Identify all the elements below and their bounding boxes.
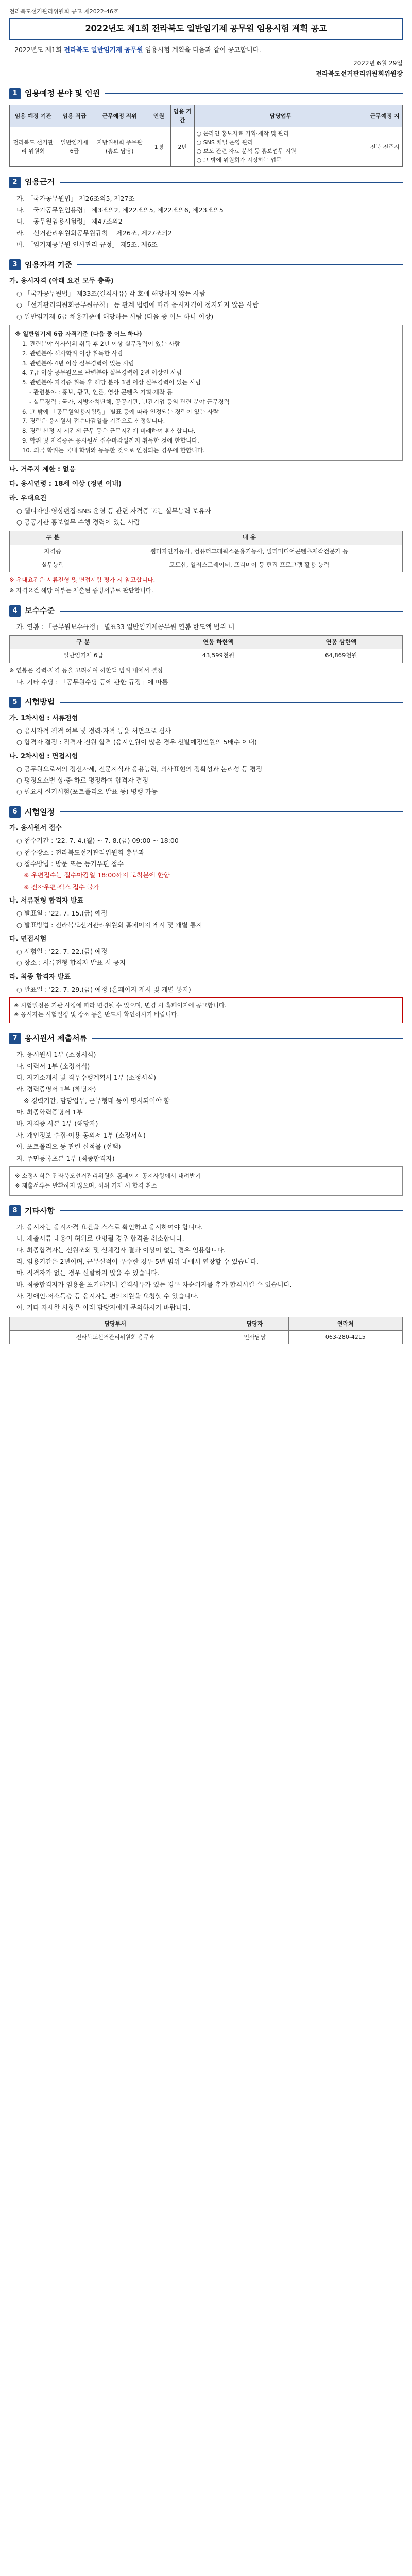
document-line: 자. 주민등록초본 1부 (최종합격자)	[16, 1154, 115, 1162]
basis-line: 가. 「국가공무원법」 제26조의5, 제27조	[16, 194, 135, 202]
box-line: 5. 관련분야 자격증 취득 후 해당 분야 3년 이상 실무경력이 있는 사람	[22, 379, 201, 386]
document-line: 다. 자기소개서 및 직무수행계획서 1부 (소정서식)	[16, 1073, 156, 1081]
section-8-header	[9, 1205, 403, 1217]
note-line: ※ 시험일정은 기관 사정에 따라 변경될 수 있으며, 변경 시 홈페이지에 공고합니다.	[14, 1002, 227, 1009]
box-line: 4. 7급 이상 공무원으로 관련분야 실무경력이 2년 이상인 사람	[22, 369, 182, 377]
cell-duties	[194, 127, 367, 167]
section-1-header	[9, 88, 403, 99]
section-title: 임용자격 기준	[25, 260, 73, 269]
header-content: 내 용	[96, 531, 402, 545]
section-title: 시험일정	[25, 807, 55, 817]
method-line: 가. 1차시험 : 서류전형	[9, 714, 78, 722]
box-line: - 관련분야 : 홍보, 광고, 언론, 영상 콘텐츠 기획·제작 등	[29, 388, 173, 396]
header-position: 근무예정 직위	[92, 105, 147, 127]
contact-table	[9, 1317, 403, 1344]
note-line: ※ 소정서식은 전라북도선거관리위원회 홈페이지 공지사항에서 내려받기	[15, 1172, 201, 1179]
duty-item: ○ SNS 채널 운영 관리	[196, 139, 253, 146]
pref-line: ○ 웹디자인·영상편집·SNS 운영 등 관련 자격증 또는 실무능력 보유자	[16, 507, 211, 515]
table-row	[10, 649, 403, 663]
schedule-line: ○ 발표방법 : 전라북도선거관리위원회 홈페이지 게시 및 개별 통지	[16, 921, 202, 929]
qual-d-title: 라. 우대요건	[9, 494, 47, 502]
section-number: 8	[9, 1205, 21, 1216]
title-box	[9, 18, 403, 40]
misc-line: 라. 임용기간은 2년이며, 근무실적이 우수한 경우 5년 범위 내에서 연장할 수 있습니다.	[16, 1257, 259, 1265]
method-line: ○ 평정요소별 상·중·하로 평정하여 합격자 결정	[16, 776, 149, 785]
cell-period: 2년	[170, 127, 194, 167]
table-cell: 일반임기제 6급	[10, 649, 157, 663]
table-row	[10, 558, 403, 572]
section-title: 시험방법	[25, 697, 55, 707]
duty-item: ○ 온라인 홍보자료 기획·제작 및 관리	[196, 130, 289, 138]
section-title: 임용근거	[25, 177, 55, 187]
note-line: ※ 자격요건 해당 여부는 제출된 증빙서류로 판단합니다.	[9, 587, 153, 595]
duty-item: ○ 그 밖에 위원회가 지정하는 업무	[196, 157, 282, 164]
header-count: 인원	[147, 105, 171, 127]
schedule-d-title: 라. 최종 합격자 발표	[9, 973, 71, 981]
header-category: 구 분	[10, 635, 157, 649]
misc-line: 아. 기타 자세한 사항은 아래 담당자에게 문의하시기 바랍니다.	[16, 1303, 191, 1312]
salary-table	[9, 635, 403, 664]
cell-location: 전북 전주시	[367, 127, 403, 167]
table-header-row	[10, 531, 403, 545]
method-line: ○ 합격자 결정 : 적격자 전원 합격 (응시인원이 많은 경우 선발예정인원의 5배수 이내)	[16, 738, 257, 747]
schedule-a-title: 가. 응시원서 접수	[9, 824, 62, 833]
intro-text	[9, 45, 403, 55]
basis-line: 다. 「공무원임용시험령」 제47조의2	[16, 217, 123, 226]
salary-line: 나. 기타 수당 : 「공무원수당 등에 관한 규정」에 따름	[16, 677, 168, 686]
box-line: 8. 경력 산정 시 시간제 근무 등은 근무시간에 비례하여 환산합니다.	[22, 427, 196, 435]
table-cell: 자격증	[10, 545, 96, 558]
section-title: 응시원서 제출서류	[25, 1033, 88, 1043]
table-cell: 웹디자인기능사, 컴퓨터그래픽스운용기능사, 멀티미디어콘텐츠제작전문가 등	[96, 545, 402, 558]
header-dept: 담당부서	[10, 1317, 221, 1330]
table-header-row	[10, 635, 403, 649]
section-title: 기타사항	[25, 1206, 55, 1215]
document-line: 마. 최종학력증명서 1부	[16, 1108, 83, 1116]
contact-dept: 전라북도선거관리위원회 총무과	[10, 1330, 221, 1344]
qual-c-title: 다. 응시연령 : 18세 이상 (정년 이내)	[9, 480, 122, 488]
intro-highlight: 전라북도 일반임기제 공무원	[64, 45, 143, 54]
box-line: - 실무경력 : 국가, 지방자치단체, 공공기관, 민간기업 등의 관련 분야 근무경력	[29, 398, 230, 405]
section-number: 6	[9, 806, 21, 818]
documents-note-box	[9, 1166, 403, 1196]
duty-item: ○ 보도 관련 자료 분석 등 홍보업무 지원	[196, 148, 297, 155]
section-title: 임용예정 분야 및 인원	[25, 88, 100, 98]
cell-count: 1명	[147, 127, 171, 167]
section-rule	[60, 811, 403, 812]
qual-a-title: 가. 응시자격 (아래 요건 모두 충족)	[9, 277, 114, 285]
contact-person: 인사담당	[221, 1330, 288, 1344]
contact-phone: 063-280-4215	[288, 1330, 402, 1344]
document-line: 라. 경력증명서 1부 (해당자)	[16, 1085, 96, 1093]
notice-date: 2022년 6월 29일	[353, 59, 403, 67]
section-4-header	[9, 605, 403, 617]
schedule-line: ○ 발표일 : '22. 7. 29.(금) 예정 (홈페이지 게시 및 개별 통지)	[16, 985, 191, 993]
schedule-line: ○ 장소 : 서류전형 합격자 발표 시 공지	[16, 959, 126, 967]
section-title: 보수수준	[25, 605, 55, 615]
box-line: 10. 외국 학위는 국내 학위와 동등한 것으로 인정되는 경우에 한합니다.	[22, 446, 205, 454]
method-line: 나. 2차시험 : 면접시험	[9, 752, 78, 760]
header-person: 담당자	[221, 1317, 288, 1330]
section-number: 5	[9, 697, 21, 708]
box-line: 3. 관련분야 4년 이상 실무경력이 있는 사람	[22, 359, 134, 367]
table-row	[10, 1330, 403, 1344]
misc-line: 바. 최종합격자가 임용을 포기하거나 결격사유가 있는 경우 차순위자를 추가 합격시킬 수 있습니다.	[16, 1280, 292, 1289]
cell-org: 전라북도 선거관리 위원회	[10, 127, 57, 167]
document-line: 아. 포트폴리오 등 관련 실적물 (선택)	[16, 1143, 121, 1151]
header-category: 구 분	[10, 531, 96, 545]
header-min: 연봉 하한액	[157, 635, 280, 649]
section-7-header	[9, 1032, 403, 1044]
misc-line: 사. 장애인·저소득층 등 응시자는 편의지원을 요청할 수 있습니다.	[16, 1292, 199, 1300]
section-3-header	[9, 259, 403, 271]
table-cell: 43,599천원	[157, 649, 280, 663]
document-line: 사. 개인정보 수집·이용 동의서 1부 (소정서식)	[16, 1131, 146, 1139]
qualification-box	[9, 325, 403, 461]
qual-b-title: 나. 거주지 제한 : 없음	[9, 465, 76, 473]
header-period: 임용 기간	[170, 105, 194, 127]
section-number: 7	[9, 1033, 21, 1044]
basis-line: 라. 「선거관리위원회공무원규칙」 제26조, 제27조의2	[16, 229, 172, 237]
qual-line: ○ 일반임기제 6급 채용기준에 해당하는 사람 (다음 중 어느 하나 이상)	[16, 312, 214, 320]
section-rule	[92, 1038, 403, 1039]
document-line: 나. 이력서 1부 (소정서식)	[16, 1062, 90, 1070]
header-max: 연봉 상한액	[280, 635, 402, 649]
page-title: 2022년도 제1회 전라북도 일반임기제 공무원 임용시험 계획 공고	[85, 24, 327, 34]
box-line: 7. 경력은 응시원서 접수마감일을 기준으로 산정합니다.	[22, 417, 165, 425]
section-6-header	[9, 806, 403, 818]
schedule-line: ○ 접수방법 : 방문 또는 등기우편 접수	[16, 859, 124, 868]
schedule-line: ○ 시험일 : '22. 7. 22.(금) 예정	[16, 947, 108, 956]
header-org: 임용 예정 기관	[10, 105, 57, 127]
issuing-org: 전라북도선거관리위원회위원장	[315, 69, 403, 77]
pref-line: ○ 공공기관 홍보업무 수행 경력이 있는 사람	[16, 518, 141, 527]
box-title: ※ 일반임기제 6급 자격기준 (다음 중 어느 하나)	[15, 330, 142, 338]
document-line: ※ 경력기간, 담당업무, 근무형태 등이 명시되어야 함	[24, 1096, 170, 1105]
section-number: 2	[9, 177, 21, 188]
table-header-row	[10, 1317, 403, 1330]
schedule-line: ○ 접수장소 : 전라북도선거관리위원회 총무과	[16, 848, 145, 856]
header-grade: 임용 직급	[57, 105, 92, 127]
box-line: 1. 관련분야 학사학위 취득 후 2년 이상 실무경력이 있는 사람	[22, 340, 180, 347]
intro-prefix: 2022년도 제1회	[14, 45, 64, 54]
section-rule	[60, 611, 403, 612]
misc-line: 마. 적격자가 없는 경우 선발하지 않을 수 있습니다.	[16, 1269, 160, 1277]
note-line: ※ 응시자는 시험일정 및 장소 등을 반드시 확인하시기 바랍니다.	[14, 1011, 179, 1019]
method-line: ○ 공무원으로서의 정신자세, 전문지식과 응용능력, 의사표현의 정확성과 논리성 등 평정	[16, 765, 263, 773]
section-rule	[60, 1210, 403, 1211]
recruitment-table	[9, 105, 403, 167]
schedule-c-title: 다. 면접시험	[9, 935, 47, 943]
box-line: 6. 그 밖에 「공무원임용시험령」 별표 등에 따라 인정되는 경력이 있는 사람	[22, 408, 219, 415]
salary-intro: 가. 연봉 : 「공무원보수규정」 별표33 일반임기제공무원 연봉 한도액 범위 내	[16, 623, 234, 631]
header-duties: 담당업무	[194, 105, 367, 127]
qual-line: ○ 「선거관리위원회공무원규칙」 등 관계 법령에 따라 응시자격이 정지되지 않은 사람	[16, 301, 259, 309]
table-row	[10, 545, 403, 558]
basis-line: 나. 「국가공무원임용령」 제3조의2, 제22조의5, 제22조의6, 제23조의5	[16, 206, 224, 214]
box-line: 2. 관련분야 석사학위 이상 취득한 사람	[22, 349, 123, 357]
section-5-header	[9, 696, 403, 708]
section-rule	[77, 264, 403, 265]
table-cell: 포토샵, 일러스트레이터, 프리미어 등 편집 프로그램 활용 능력	[96, 558, 402, 572]
schedule-b-title: 나. 서류전형 합격자 발표	[9, 897, 84, 905]
table-cell: 실무능력	[10, 558, 96, 572]
section-rule	[60, 182, 403, 183]
document-line: 바. 자격증 사본 1부 (해당자)	[16, 1120, 98, 1128]
schedule-notes-box	[9, 997, 403, 1023]
section-rule	[105, 93, 403, 94]
note-line: ※ 연봉은 경력·자격 등을 고려하여 하한액 범위 내에서 결정	[9, 667, 163, 674]
cell-position: 지방위원회 주무관 (홍보 담당)	[92, 127, 147, 167]
notice-number: 전라북도선거관리위원회 공고 제2022-46호	[9, 8, 119, 15]
misc-line: 다. 최종합격자는 신원조회 및 신체검사 결과 이상이 없는 경우 임용합니다.	[16, 1246, 226, 1254]
box-line: 9. 학위 및 자격증은 응시원서 접수마감일까지 취득한 것에 한합니다.	[22, 437, 199, 445]
misc-line: 나. 제출서류 내용이 허위로 판명될 경우 합격을 취소합니다.	[16, 1234, 184, 1243]
basis-line: 마. 「임기제공무원 인사관리 규정」 제5조, 제6조	[16, 241, 158, 249]
method-line: ○ 응시자격 적격 여부 및 경력·자격 등을 서면으로 심사	[16, 726, 171, 735]
qual-line: ○ 「국가공무원법」 제33조(결격사유) 각 호에 해당하지 않는 사람	[16, 290, 206, 297]
document-line: 가. 응시원서 1부 (소정서식)	[16, 1050, 96, 1059]
section-number: 4	[9, 605, 21, 617]
section-rule	[60, 702, 403, 703]
table-row	[10, 127, 403, 167]
schedule-line: ※ 전자우편·팩스 접수 불가	[24, 883, 100, 891]
schedule-line: ○ 발표일 : '22. 7. 15.(금) 예정	[16, 909, 108, 918]
misc-line: 가. 응시자는 응시자격 요건을 스스로 확인하고 응시하여야 합니다.	[16, 1223, 203, 1231]
cell-grade: 일반임기제 6급	[57, 127, 92, 167]
table-cell: 64,869천원	[280, 649, 402, 663]
table-header-row	[10, 105, 403, 127]
section-2-header	[9, 176, 403, 188]
header-phone: 연락처	[288, 1317, 402, 1330]
preference-table	[9, 531, 403, 572]
method-line: ○ 필요시 실기시험(포트폴리오 발표 등) 병행 가능	[16, 788, 158, 796]
section-number: 1	[9, 88, 21, 99]
note-line: ※ 우대요건은 서류전형 및 면접시험 평가 시 참고합니다.	[9, 576, 156, 584]
schedule-line: ○ 접수기간 : '22. 7. 4.(월) ~ 7. 8.(금) 09:00 ~ 18:00	[16, 837, 179, 845]
note-line: ※ 제출서류는 반환하지 않으며, 허위 기재 시 합격 취소	[15, 1181, 157, 1189]
schedule-line: ※ 우편접수는 접수마감일 18:00까지 도착분에 한함	[24, 871, 170, 879]
section-number: 3	[9, 259, 21, 270]
header-location: 근무예정 지	[367, 105, 403, 127]
intro-suffix: 임용시험 계획을 다음과 같이 공고합니다.	[143, 45, 261, 54]
